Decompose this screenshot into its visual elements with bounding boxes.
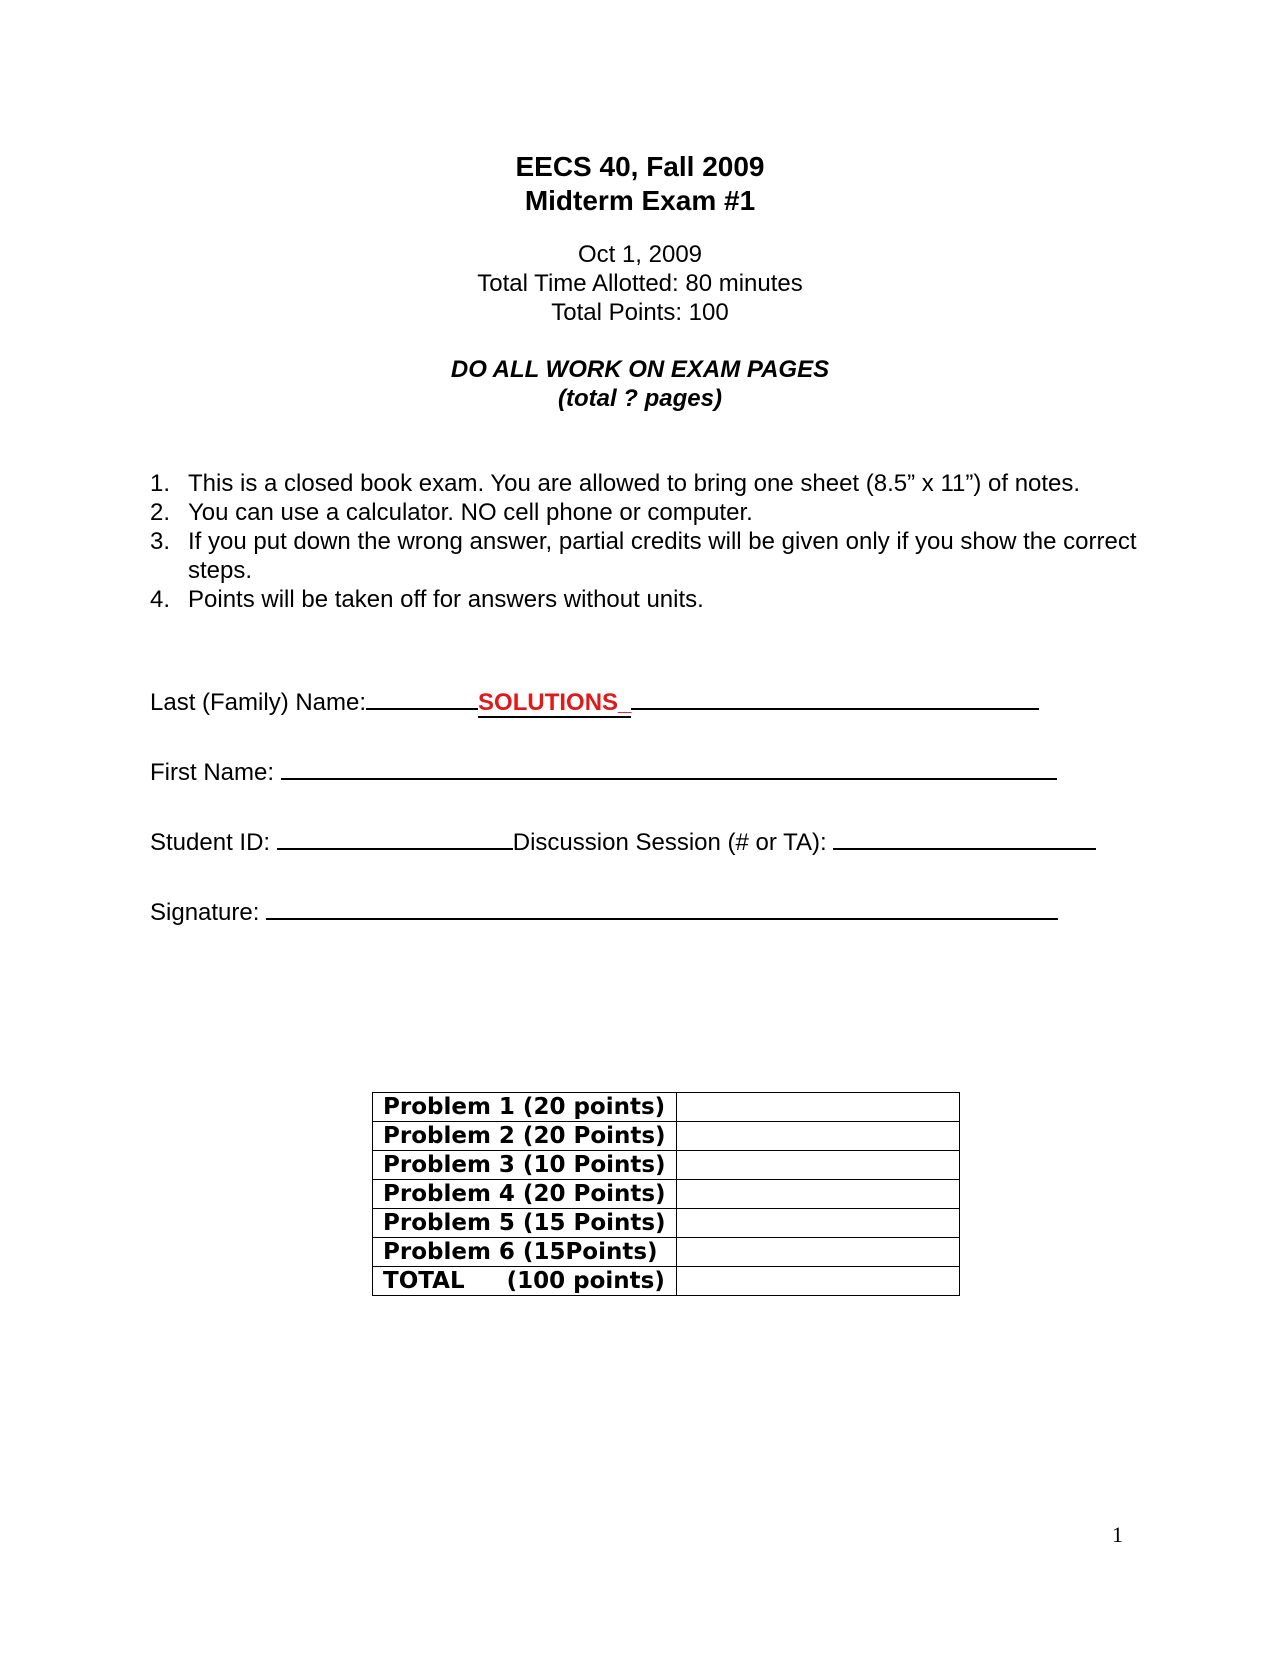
instruction-item — [150, 469, 1160, 498]
problem-score-cell[interactable] — [676, 1209, 959, 1238]
exam-total-points: Total Points: 100 — [551, 299, 729, 326]
instructions-list — [150, 469, 1160, 614]
instruction-text: If you put down the wrong answer, partial credits will be given only if you show the correct steps. — [188, 528, 1137, 584]
exam-name-title: Midterm Exam #1 — [524, 185, 756, 216]
instruction-item — [150, 498, 1160, 527]
discussion-blank[interactable] — [833, 826, 1096, 850]
table-row — [373, 1238, 960, 1267]
score-table — [372, 1092, 960, 1296]
page-count-notice: (total ? pages) — [557, 385, 722, 412]
first-name-row — [150, 756, 1057, 788]
table-row — [373, 1151, 960, 1180]
last-name-row — [150, 686, 1039, 718]
problem-label: Problem 5 (15 Points) — [373, 1209, 677, 1238]
signature-blank[interactable] — [266, 896, 1058, 920]
instruction-number: 1. — [150, 470, 171, 497]
exam-course-title: EECS 40, Fall 2009 — [515, 151, 765, 182]
problem-label: Problem 6 (15Points) — [373, 1238, 677, 1267]
problem-score-cell[interactable] — [676, 1151, 959, 1180]
student-id-label: Student ID: — [150, 829, 271, 856]
first-name-blank[interactable] — [281, 756, 1057, 780]
exam-date: Oct 1, 2009 — [577, 241, 703, 268]
instruction-number: 4. — [150, 586, 171, 613]
table-row — [373, 1180, 960, 1209]
instruction-number: 2. — [150, 499, 171, 526]
table-row — [373, 1209, 960, 1238]
total-score-cell[interactable] — [676, 1267, 959, 1296]
instruction-text: This is a closed book exam. You are allowed to bring one sheet (8.5” x 11”) of notes. — [188, 470, 1081, 497]
last-name-blank-tail[interactable] — [631, 686, 1039, 710]
total-label: TOTAL — [383, 1268, 465, 1294]
last-name-label: Last (Family) Name: — [150, 689, 367, 716]
problem-score-cell[interactable] — [676, 1093, 959, 1122]
problem-score-cell[interactable] — [676, 1238, 959, 1267]
problem-label: Problem 4 (20 Points) — [373, 1180, 677, 1209]
problem-label: Problem 2 (20 Points) — [373, 1122, 677, 1151]
problem-score-cell[interactable] — [676, 1122, 959, 1151]
signature-row — [150, 896, 1058, 928]
table-row — [373, 1093, 960, 1122]
problem-label: Problem 1 (20 points) — [373, 1093, 677, 1122]
table-total-row — [373, 1267, 960, 1296]
instruction-item — [150, 585, 1160, 614]
total-points: (100 points) — [506, 1268, 665, 1294]
student-id-row — [150, 826, 1096, 858]
work-notice: DO ALL WORK ON EXAM PAGES — [450, 356, 830, 383]
table-row — [373, 1122, 960, 1151]
problem-score-cell[interactable] — [676, 1180, 959, 1209]
instruction-item — [150, 527, 1160, 585]
problem-label: Problem 3 (10 Points) — [373, 1151, 677, 1180]
total-label-cell — [373, 1267, 677, 1296]
signature-label: Signature: — [150, 899, 260, 926]
student-id-blank[interactable] — [277, 826, 513, 850]
page-number: 1 — [1112, 1522, 1123, 1547]
first-name-label: First Name: — [150, 759, 275, 786]
instruction-text: You can use a calculator. NO cell phone or computer. — [188, 499, 753, 526]
instruction-text: Points will be taken off for answers without units. — [188, 586, 704, 613]
discussion-label: Discussion Session (# or TA): — [512, 829, 827, 856]
instruction-number: 3. — [150, 528, 171, 555]
exam-time-allotted: Total Time Allotted: 80 minutes — [477, 270, 803, 297]
last-name-value[interactable]: SOLUTIONS_ — [478, 689, 632, 716]
last-name-blank-lead[interactable] — [366, 686, 478, 710]
